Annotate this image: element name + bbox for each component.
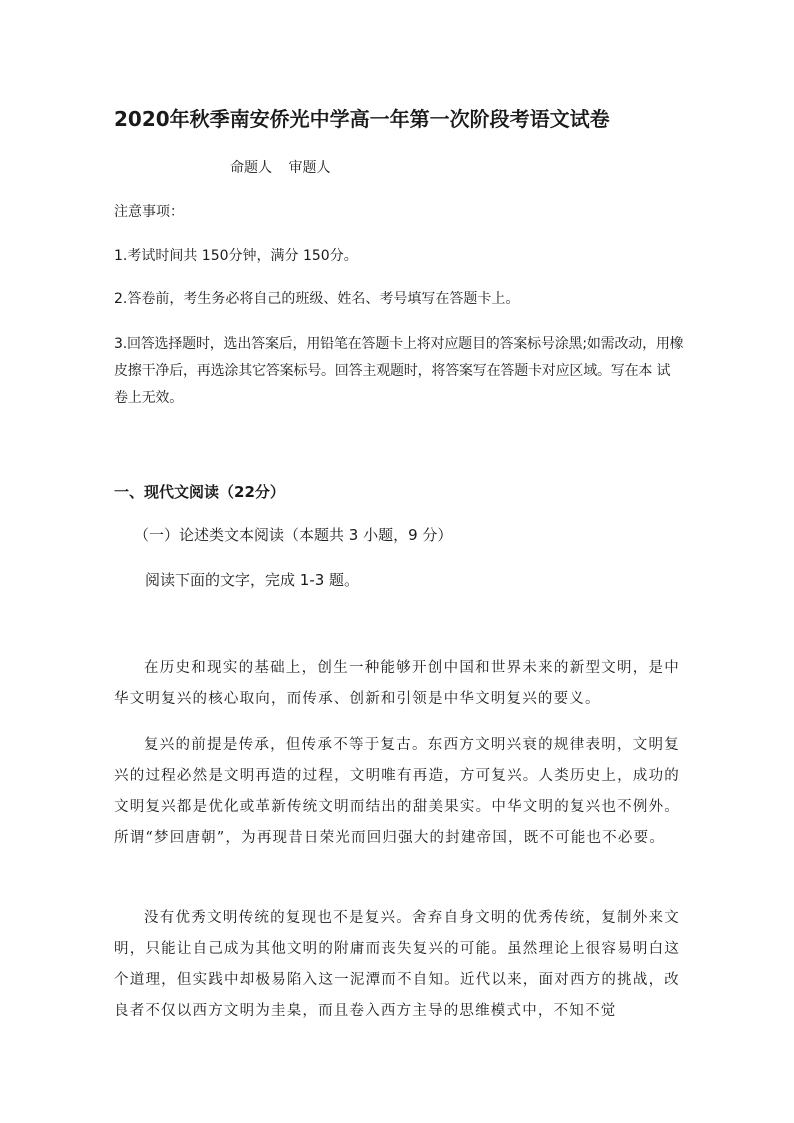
notice-item-2: 2.答卷前，考生务必将自己的班级、姓名、考号填写在答题卡上。 <box>114 291 520 307</box>
notice-heading: 注意事项： <box>114 204 184 220</box>
article-paragraph-2: 复兴的前提是传承，但传承不等于复古。东西方文明兴衰的规律表明，文明复兴的过程必然是文明再造的过程，文明唯有再造，方可复兴。人类历史上，成功的文明复兴都是优化或革新传统文明而结出的甜美果实。中华文明的复兴也不例外。所谓“梦回唐朝”，为再现昔日荣光而回归强大的封建帝国，既不可能也不必要。 <box>114 737 680 846</box>
article-paragraph-3: 没有优秀文明传统的复现也不是复兴。舍弃自身文明的优秀传统，复制外来文明，只能让自己成为其他文明的附庸而丧失复兴的可能。虽然理论上很容易明白这个道理，但实践中却极易陷入这一泥潭而不自知。近代以来，面对西方的挑战，改良者不仅以西方文明为圭臬，而且卷入西方主导的思维模式中，不知不觉 <box>114 910 680 1019</box>
article-paragraph-1: 在历史和现实的基础上，创生一种能够开创中国和世界未来的新型文明，是中华文明复兴的核心取向，而传承、创新和引领是中华文明复兴的要义。 <box>114 660 680 707</box>
author-line <box>230 156 342 180</box>
subsection-heading: （一）论述类文本阅读（本题共 3 小题，9 分） <box>134 526 453 544</box>
setter-label: 命题人 <box>230 160 272 176</box>
notice-item-1: 1.考试时间共 150分钟，满分 150分。 <box>114 248 358 264</box>
reviewer-label: 审题人 <box>288 160 331 176</box>
notice-item-3: 3.回答选择题时，选出答案后，用铅笔在答题卡上将对应题目的答案标号涂黑;如需改动，用橡皮擦干净后，再选涂其它答案标号。回答主观题时，将答案写在答题卡对应区域。写在本 试卷上无效。 <box>114 336 684 406</box>
page-title: 2020年秋季南安侨光中学高一年第一次阶段考语文试卷 <box>114 107 610 131</box>
reading-instruction: 阅读下面的文字，完成 1-3 题。 <box>145 571 360 589</box>
section-heading: 一、现代文阅读（22分） <box>114 483 285 501</box>
